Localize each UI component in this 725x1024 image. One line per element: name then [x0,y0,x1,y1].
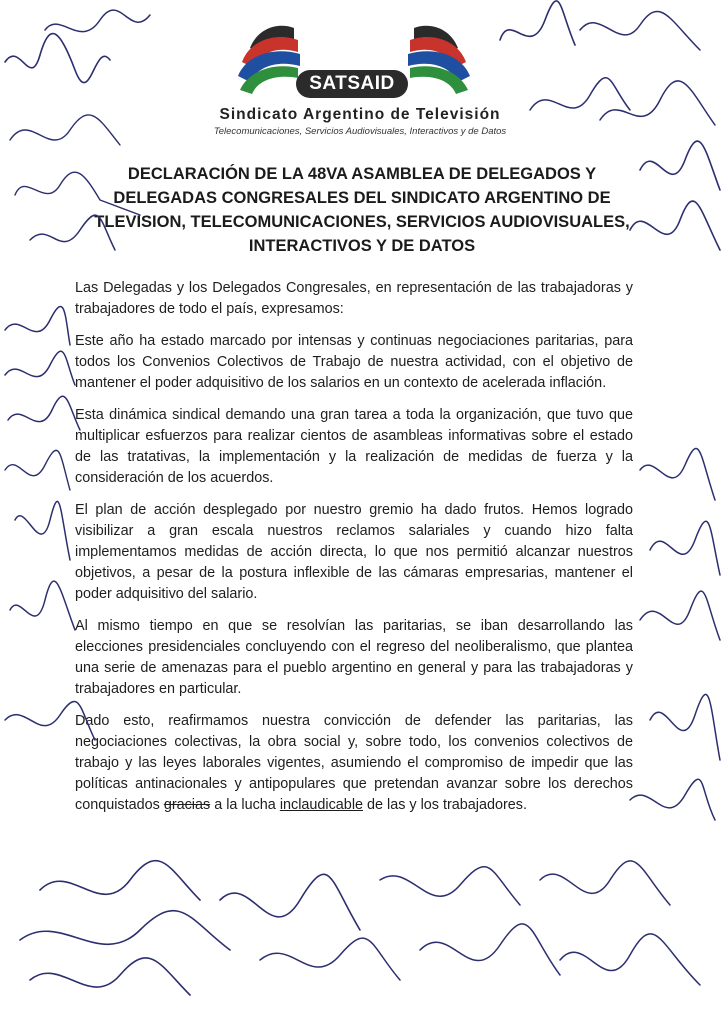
conclusion-text-3: de las y los trabajadores. [363,797,527,813]
org-name: Sindicato Argentino de Televisión [219,106,501,123]
org-subtitle: Telecomunicaciones, Servicios Audiovisuales, Interactivos y de Datos [213,126,507,137]
conclusion-text-2: a la lucha [210,797,280,813]
signature [640,591,720,640]
signature [540,861,670,905]
signature [45,10,150,32]
signature [40,861,200,900]
document-body [75,278,633,827]
signature [8,396,80,430]
struck-word: gracias [163,797,211,813]
signature [380,867,520,905]
signature [640,449,715,500]
paragraph-action-plan: El plan de acción desplegado por nuestro gremio ha dado frutos. Hemos logrado visibilizar a gran escala nuestros reclamos salariales y cuando hizo falta implementamos medidas de acción directa, lo que nos permitió alcanzar nuestros objetivos, a pesar de la postura inflexible de las cámaras empresarias, mantener el poder adquisitivo del salario. [75,502,633,602]
signature [560,934,700,985]
signature [260,938,400,980]
underlined-word: inclaudicable [279,797,364,813]
signature [500,1,575,45]
signature [650,694,720,760]
signature [10,115,120,145]
signature [640,141,720,190]
signature [220,874,360,930]
signature [20,911,230,950]
signature [530,78,630,110]
signature [420,924,560,975]
signature [650,521,720,575]
paragraph-negotiations: Este año ha estado marcado por intensas y continuas negociaciones paritarias, para todos los Convenios Colectivos de Trabajo de nuestra actividad, con el objetivo de mantener el poder adquisitivo de los salarios en un contexto de acelerada inflación. [75,333,633,391]
paragraph-elections: Al mismo tiempo en que se resolvían las paritarias, se iban desarrollando las elecciones presidenciales concluyendo con el regreso del neoliberalismo, que plantea una serie de amenazas para el pueblo argentino en general y para las trabajadoras y trabajadores en particular. [75,618,633,697]
signature [600,81,715,125]
signature [10,581,75,630]
signature [5,351,75,385]
signature [30,958,190,995]
paragraph-conclusion [75,711,633,816]
signature [580,11,700,50]
paragraph-dynamics: Esta dinámica sindical demando una gran tarea a toda la organización, que tuvo que multiplicar esfuerzos para realizar cientos de asambleas informativas sobre el estado de las tratativas, la implementación y la realización de medidas de fuerza y la consideración de los acuerdos. [75,407,633,486]
signature [630,201,720,250]
signature [15,501,70,560]
satsaid-logo [228,18,480,118]
conclusion-text: Dado esto, reafirmamos nuestra convicción de defender las paritarias, las negociaciones colectivas, la obra social y, sobre todo, los convenios colectivos de trabajo y las leyes laborales vigentes, asumiendo el compromiso de impedir que las políticas antinacionales y antipopulares que pretendan avanzar sobre los derechos conquistados [75,713,633,813]
signature [630,779,715,820]
paragraph-intro: Las Delegadas y los Delegados Congresales, en representación de las trabajadoras y trabajadores de todo el país, expresamos: [75,280,633,317]
signature [5,306,70,345]
signature [5,34,110,83]
document-title: DECLARACIÓN DE LA 48VA ASAMBLEA DE DELEGADOS Y DELEGADAS CONGRESALES DEL SINDICATO ARGENTINO DE TLEVISION, TELECOMUNICACIONES, SERVICIOS AUDIOVISUALES, INTERACTIVOS Y DE DATOS [94,165,630,255]
brand-name: SATSAID [296,70,408,98]
signature [5,450,70,490]
